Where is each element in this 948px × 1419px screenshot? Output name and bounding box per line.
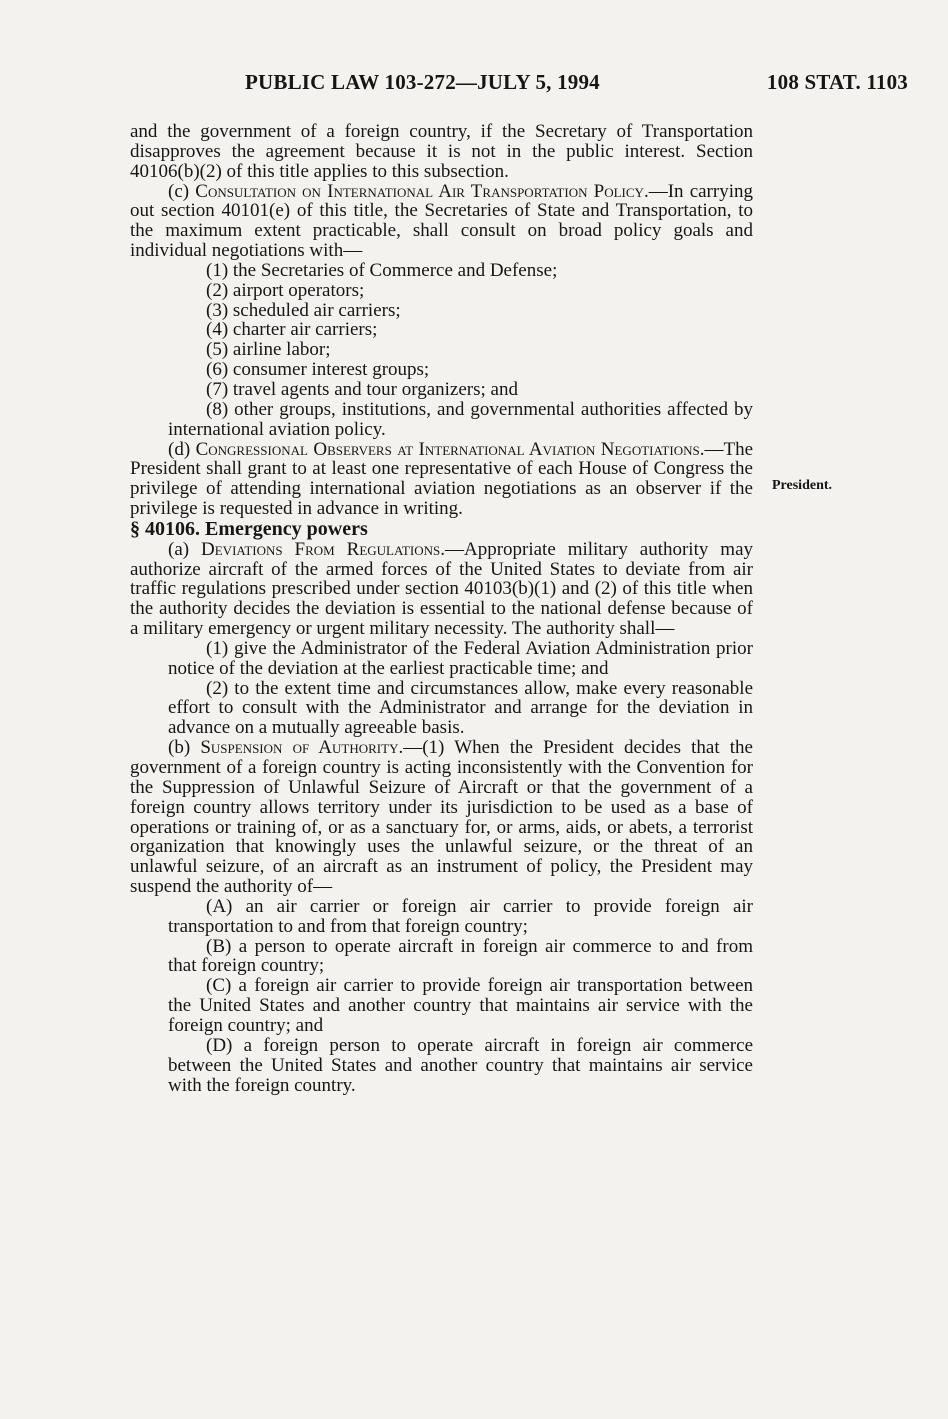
- list-item: [130, 1036, 753, 1096]
- subsection-d: [130, 440, 753, 519]
- list-item: (3) scheduled air carriers;: [206, 299, 401, 321]
- subsection-a-heading: Deviations From Regulations: [201, 538, 441, 560]
- subsection-b-text: .—(1) When the President decides that the government of a foreign country is acting inconsistently with the Convention for the Suppression of Unlawful Seizure of Aircraft or that the government of a foreign country allows territory under its jurisdiction to be used as a base of operations or training of, or as a sanctuary for, or arms, aids, or abets, a terrorist organization that knowingly uses the unlawful seizure, or the threat of an unlawful seizure, of an aircraft as an instrument of policy, the President may suspend the authority of—: [130, 737, 753, 898]
- list-item: [130, 897, 753, 937]
- list-item: [130, 976, 753, 1036]
- list-item: (2) airport operators;: [206, 279, 365, 301]
- margin-note: President.: [772, 478, 833, 493]
- document-body: [130, 122, 753, 1095]
- subsection-a: [130, 540, 753, 639]
- list-item: (1) the Secretaries of Commerce and Defense;: [206, 259, 558, 281]
- list-item-text: (C) a foreign air carrier to provide foreign air transportation between the United States and another country that maintains air service with the foreign country; and: [168, 975, 753, 1036]
- list-item: [130, 679, 753, 739]
- subsection-c: [130, 182, 753, 261]
- statute-page-number: 108 STAT. 1103: [766, 70, 908, 94]
- list-item: [130, 400, 753, 440]
- list-item: (4) charter air carriers;: [206, 319, 378, 341]
- public-law-citation: PUBLIC LAW 103-272—JULY 5, 1994: [245, 70, 600, 94]
- subsection-c-heading: Consultation on International Air Transportation Policy: [195, 180, 644, 202]
- subsection-d-text: .—The President shall grant to at least one representative of each House of Congress the privilege of attending international aviation negotiations as an observer if the privilege is requested in advance in writing.: [130, 438, 754, 520]
- section-heading: § 40106. Emergency powers: [130, 517, 368, 540]
- list-item-text: (B) a person to operate aircraft in foreign air commerce to and from that foreign country;: [168, 935, 753, 977]
- subsection-b-heading: Suspension of Authority: [200, 737, 399, 759]
- page-header: [130, 70, 908, 100]
- subsection-d-heading: Congressional Observers at International Aviation Negotiations: [195, 438, 700, 460]
- list-item-text: (A) an air carrier or foreign air carrier to provide foreign air transportation to and from that foreign country;: [168, 895, 753, 937]
- list-item-text: (D) a foreign person to operate aircraft in foreign air commerce between the United States and another country that maintains air service with the foreign country.: [168, 1034, 753, 1096]
- list-item-text: (8) other groups, institutions, and governmental authorities affected by international aviation policy.: [168, 398, 753, 440]
- list-item: (6) consumer interest groups;: [206, 359, 430, 381]
- list-item-text: (2) to the extent time and circumstances allow, make every reasonable effort to consult with the Administrator and arrange for the deviation in advance on a mutually agreeable basis.: [168, 677, 753, 739]
- subsection-b-label: (b): [168, 737, 201, 759]
- subsection-d-label: (d): [168, 438, 196, 460]
- list-item: [130, 937, 753, 977]
- subsection-a-label: (a): [168, 538, 202, 560]
- subsection-b: [130, 738, 753, 897]
- list-item-text: (1) give the Administrator of the Federal Aviation Administration prior notice of the deviation at the earliest practicable time; and: [168, 637, 753, 679]
- list-item: [130, 639, 753, 679]
- subsection-c-text: .—In carrying out section 40101(e) of this title, the Secretaries of State and Transportation, to the maximum extent practicable, shall consult on broad policy goals and individual negotiations with—: [130, 180, 753, 262]
- list-item: (5) airline labor;: [206, 339, 331, 361]
- paragraph-continuation: and the government of a foreign country, if the Secretary of Transportation disapproves the agreement because it is not in the public interest. Section 40106(b)(2) of this title applies to this subsection.: [130, 121, 753, 182]
- subsection-a-text: .—Appropriate military authority may authorize aircraft of the armed forces of the United States to deviate from air traffic regulations prescribed under section 40103(b)(1) and (2) of this title when the authority decides the deviation is essential to the national defense because of a military emergency or urgent military necessity. The authority shall—: [130, 538, 754, 640]
- subsection-c-label: (c): [168, 180, 196, 202]
- list-item: (7) travel agents and tour organizers; and: [206, 378, 518, 400]
